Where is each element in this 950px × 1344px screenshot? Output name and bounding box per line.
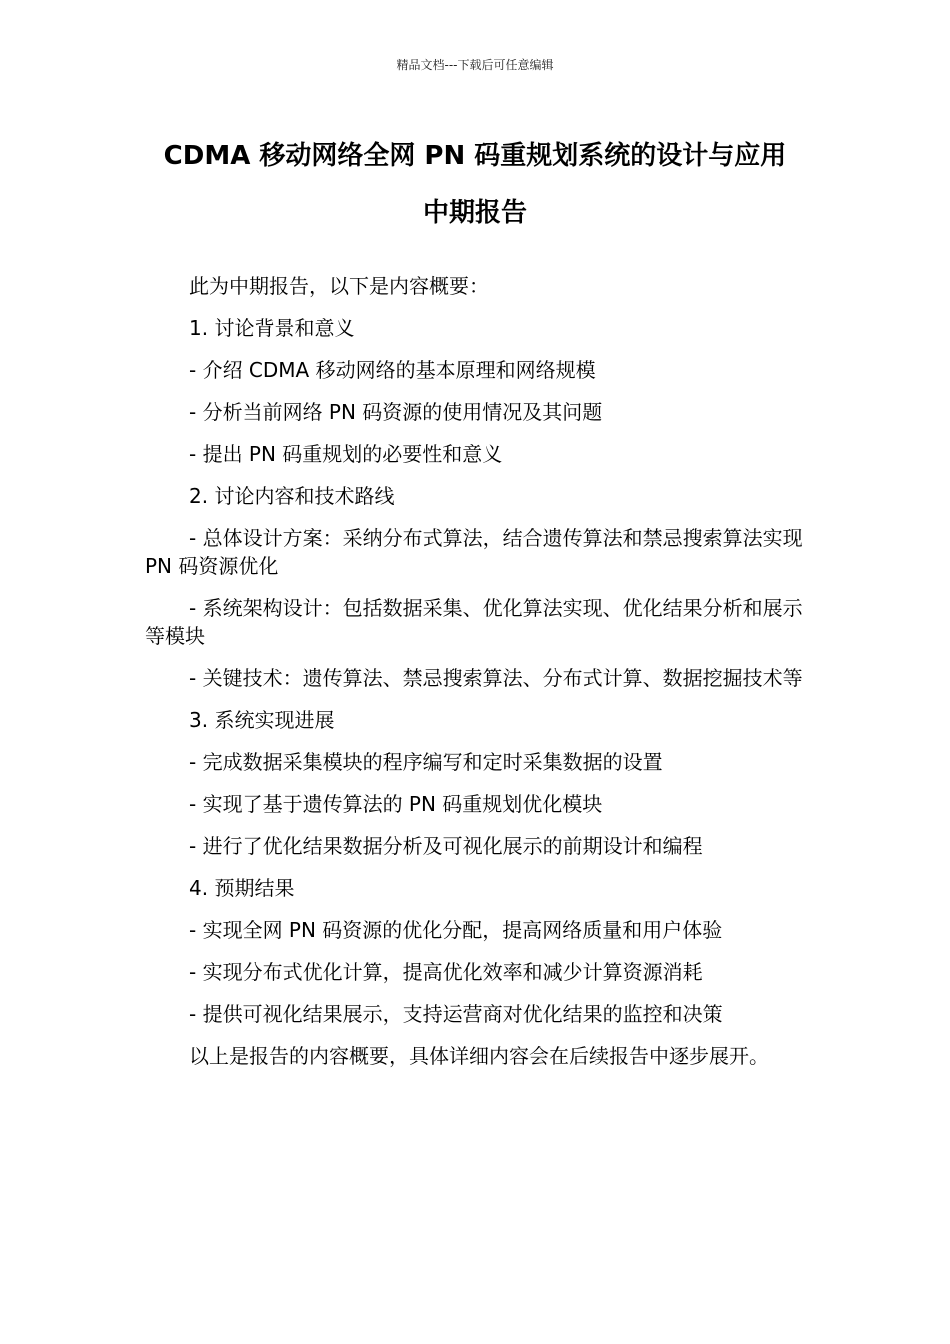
bullet-item: - 总体设计方案：采纳分布式算法，结合遗传算法和禁忌搜索算法实现 PN 码资源优化: [145, 526, 803, 578]
paragraph-conclusion: 以上是报告的内容概要，具体详细内容会在后续报告中逐步展开。: [189, 1044, 769, 1068]
bullet-item: - 关键技术：遗传算法、禁忌搜索算法、分布式计算、数据挖掘技术等: [189, 666, 803, 690]
page-header: 精品文档---下载后可任意编辑: [396, 58, 554, 72]
bullet-item: - 提供可视化结果展示，支持运营商对优化结果的监控和决策: [189, 1002, 723, 1026]
document-body: [145, 272, 807, 1070]
section-heading-1: 1. 讨论背景和意义: [189, 316, 355, 340]
section-heading-4: 4. 预期结果: [189, 876, 295, 900]
bullet-item: - 进行了优化结果数据分析及可视化展示的前期设计和编程: [189, 834, 703, 858]
section-heading-2: 2. 讨论内容和技术路线: [189, 484, 395, 508]
bullet-item: - 实现分布式优化计算，提高优化效率和减少计算资源消耗: [189, 960, 703, 984]
paragraph-intro: 此为中期报告，以下是内容概要：: [189, 274, 489, 298]
document-title-line-2: 中期报告: [422, 198, 527, 228]
bullet-item: - 完成数据采集模块的程序编写和定时采集数据的设置: [189, 750, 663, 774]
bullet-item: - 分析当前网络 PN 码资源的使用情况及其问题: [189, 400, 603, 424]
document-title-line-1: CDMA 移动网络全网 PN 码重规划系统的设计与应用: [163, 141, 787, 171]
bullet-item: - 介绍 CDMA 移动网络的基本原理和网络规模: [189, 358, 596, 382]
bullet-item: - 提出 PN 码重规划的必要性和意义: [189, 442, 503, 466]
bullet-item: - 实现全网 PN 码资源的优化分配，提高网络质量和用户体验: [189, 918, 723, 942]
bullet-item: - 系统架构设计：包括数据采集、优化算法实现、优化结果分析和展示等模块: [145, 596, 803, 648]
bullet-item: - 实现了基于遗传算法的 PN 码重规划优化模块: [189, 792, 603, 816]
section-heading-3: 3. 系统实现进展: [189, 708, 335, 732]
